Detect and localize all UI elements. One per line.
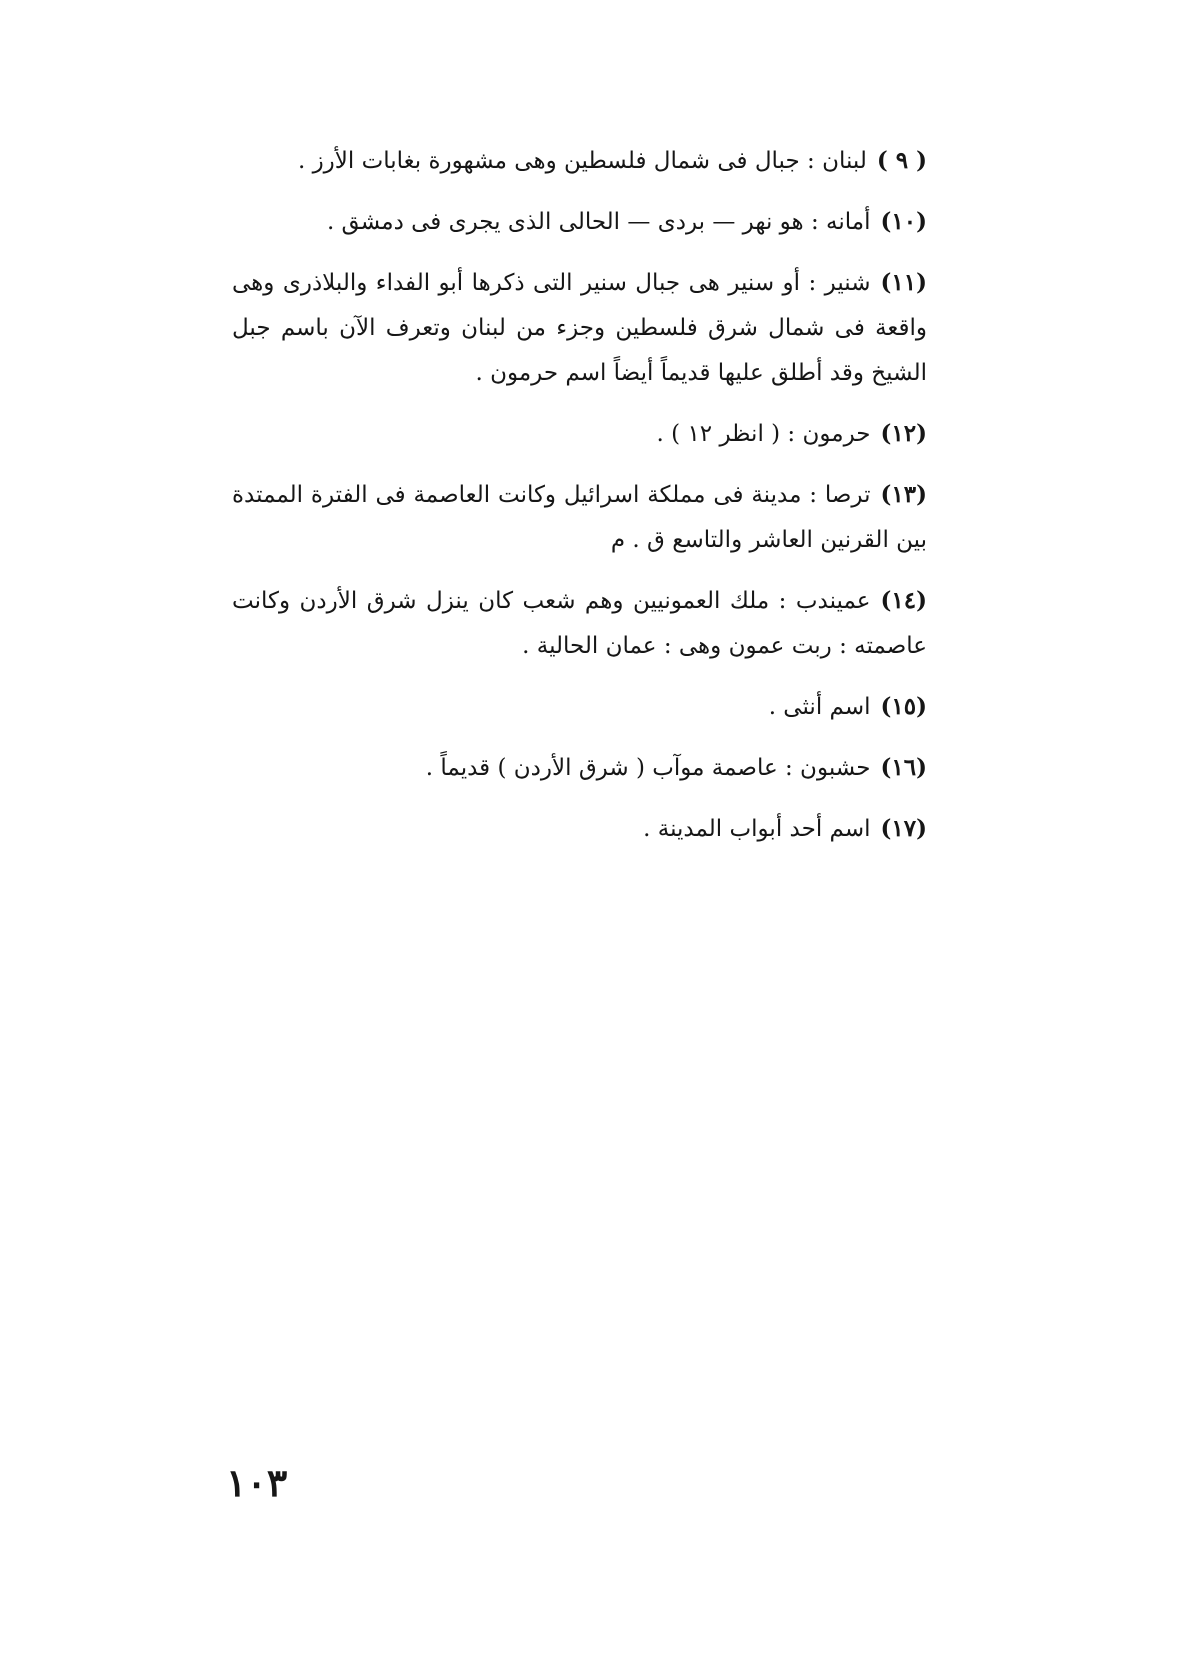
footnote-text: اسم أحد أبواب المدينة . <box>643 816 871 842</box>
footnote-marker: (١٢) <box>880 420 927 447</box>
footnote-12 <box>232 411 927 457</box>
footnote-marker: (١٧) <box>880 815 927 842</box>
footnote-text: عميندب : ملك العمونيين وهم شعب كان ينزل شرق الأردن وكانت عاصمته : ربت عمون وهى : عمان الحالية . <box>232 588 927 659</box>
footnote-15 <box>232 684 927 730</box>
footnote-text: حشبون : عاصمة موآب ( شرق الأردن ) قديماً . <box>425 755 871 781</box>
footnote-marker: (١٠) <box>880 208 927 235</box>
footnote-text: حرمون : ( انظر ١٢ ) . <box>656 421 871 447</box>
footnote-marker: (١٣) <box>880 481 927 508</box>
footnote-10 <box>232 199 927 245</box>
footnote-text: ترصا : مدينة فى مملكة اسرائيل وكانت العاصمة فى الفترة الممتدة بين القرنين العاشر والتاسع ق . م <box>232 482 927 553</box>
footnote-text: شنير : أو سنير هى جبال سنير التى ذكرها أبو الفداء والبلاذرى وهى واقعة فى شمال شرق فلسطين وجزء من لبنان وتعرف الآن باسم جبل الشيخ وقد أطلق عليها قديماً أيضاً اسم حرمون . <box>232 270 927 386</box>
footnote-11 <box>232 260 927 396</box>
footnote-marker: (١١) <box>880 269 927 296</box>
footnote-text: لبنان : جبال فى شمال فلسطين وهى مشهورة بغابات الأرز . <box>297 148 867 174</box>
footnote-marker: ( ٩ ) <box>876 147 927 174</box>
footnote-marker: (١٤) <box>880 587 927 614</box>
footnote-17 <box>232 806 927 852</box>
footnote-16 <box>232 745 927 791</box>
footnote-marker: (١٥) <box>880 693 927 720</box>
footnotes-list <box>232 138 927 852</box>
footnote-9 <box>232 138 927 184</box>
footnote-14 <box>232 578 927 669</box>
page-number: ١٠٣ <box>226 1460 288 1505</box>
footnote-text: اسم أنثى . <box>768 694 871 720</box>
footnote-marker: (١٦) <box>880 754 927 781</box>
footnote-13 <box>232 472 927 563</box>
footnote-text: أمانه : هو نهر — بردى — الحالى الذى يجرى فى دمشق . <box>326 209 871 235</box>
